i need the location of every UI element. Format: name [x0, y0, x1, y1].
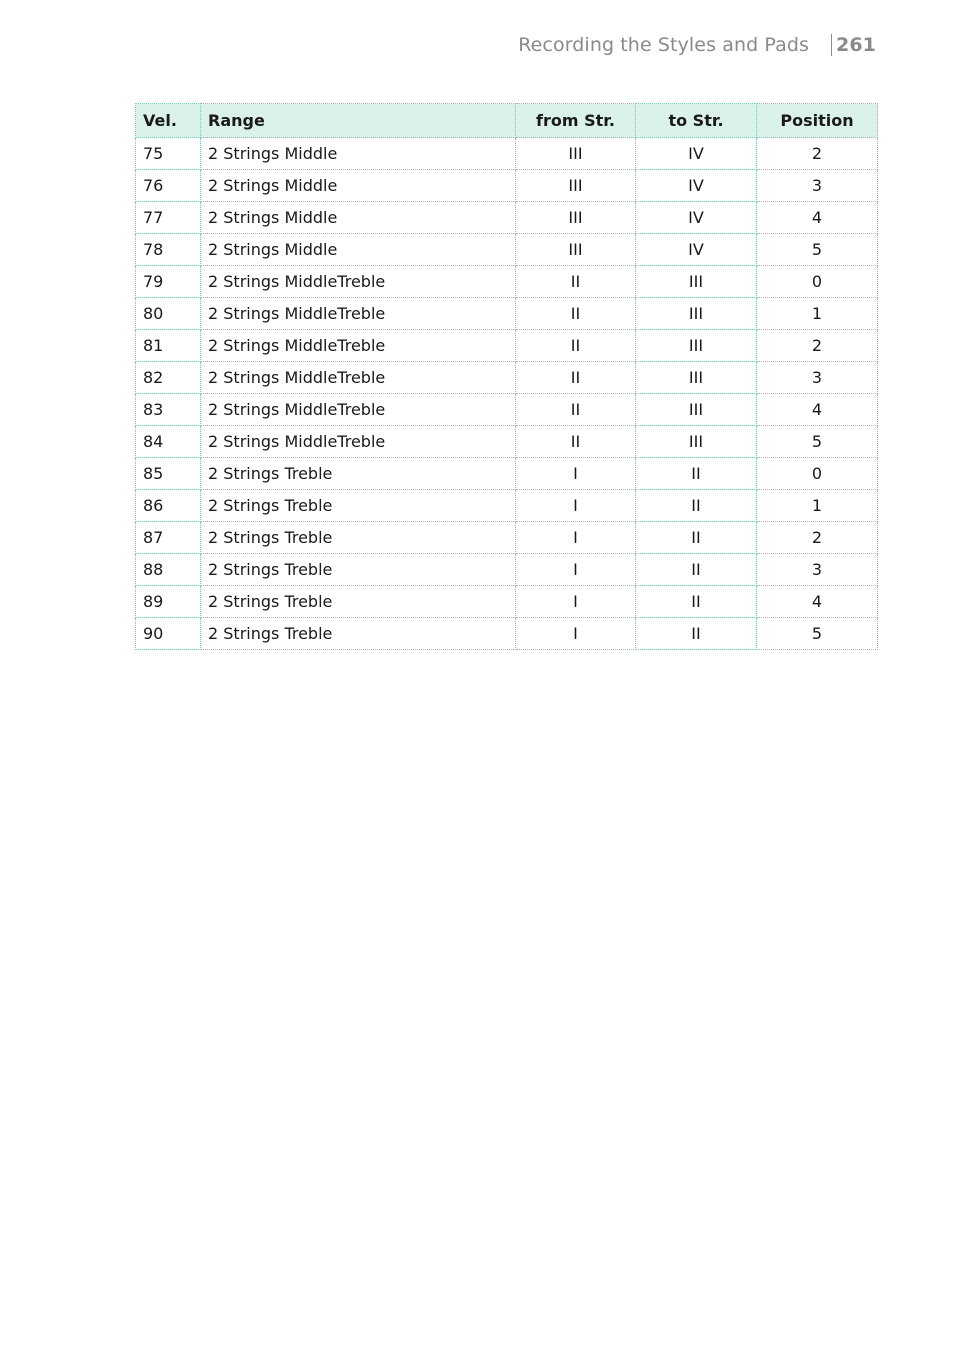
table-row [136, 554, 878, 586]
cell-to-str: II [636, 554, 757, 586]
table-row [136, 202, 878, 234]
cell-from-str: I [516, 586, 636, 618]
cell-from-str: I [516, 618, 636, 650]
cell-from-str: II [516, 426, 636, 458]
cell-from-str: II [516, 266, 636, 298]
column-header-position: Position [757, 104, 878, 138]
table-row [136, 394, 878, 426]
cell-position: 1 [757, 490, 878, 522]
cell-vel: 80 [136, 298, 201, 330]
page-number: 261 [836, 34, 876, 56]
cell-to-str: II [636, 458, 757, 490]
cell-to-str: IV [636, 138, 757, 170]
cell-position: 4 [757, 394, 878, 426]
cell-from-str: I [516, 458, 636, 490]
cell-position: 2 [757, 138, 878, 170]
cell-vel: 77 [136, 202, 201, 234]
chapter-title: Recording the Styles and Pads [518, 34, 810, 56]
cell-vel: 81 [136, 330, 201, 362]
cell-vel: 89 [136, 586, 201, 618]
column-header-range: Range [201, 104, 516, 138]
cell-from-str: I [516, 490, 636, 522]
cell-to-str: IV [636, 202, 757, 234]
cell-to-str: III [636, 426, 757, 458]
column-header-to-str: to Str. [636, 104, 757, 138]
cell-range: 2 Strings Treble [201, 490, 516, 522]
cell-range: 2 Strings Treble [201, 458, 516, 490]
cell-to-str: III [636, 330, 757, 362]
cell-to-str: III [636, 266, 757, 298]
cell-range: 2 Strings Middle [201, 202, 516, 234]
table-row [136, 362, 878, 394]
cell-range: 2 Strings MiddleTreble [201, 330, 516, 362]
cell-to-str: II [636, 522, 757, 554]
table-body [136, 138, 878, 650]
cell-position: 5 [757, 426, 878, 458]
table-row [136, 618, 878, 650]
cell-range: 2 Strings Treble [201, 586, 516, 618]
header-separator [831, 34, 832, 56]
cell-range: 2 Strings Middle [201, 138, 516, 170]
cell-position: 4 [757, 202, 878, 234]
cell-to-str: III [636, 298, 757, 330]
table-row [136, 234, 878, 266]
running-header [518, 31, 876, 59]
cell-position: 0 [757, 266, 878, 298]
cell-position: 2 [757, 330, 878, 362]
table-row [136, 522, 878, 554]
cell-vel: 82 [136, 362, 201, 394]
cell-position: 0 [757, 458, 878, 490]
cell-vel: 86 [136, 490, 201, 522]
table-row [136, 490, 878, 522]
cell-from-str: II [516, 394, 636, 426]
table-row [136, 170, 878, 202]
cell-range: 2 Strings MiddleTreble [201, 394, 516, 426]
cell-position: 3 [757, 362, 878, 394]
table-row [136, 330, 878, 362]
cell-from-str: III [516, 234, 636, 266]
cell-vel: 90 [136, 618, 201, 650]
column-header-vel: Vel. [136, 104, 201, 138]
cell-from-str: III [516, 138, 636, 170]
column-header-from-str: from Str. [516, 104, 636, 138]
cell-position: 2 [757, 522, 878, 554]
cell-position: 3 [757, 170, 878, 202]
table-row [136, 138, 878, 170]
cell-range: 2 Strings Middle [201, 234, 516, 266]
table-row [136, 266, 878, 298]
cell-from-str: II [516, 330, 636, 362]
table-row [136, 426, 878, 458]
cell-vel: 87 [136, 522, 201, 554]
cell-range: 2 Strings MiddleTreble [201, 298, 516, 330]
cell-from-str: III [516, 170, 636, 202]
cell-position: 1 [757, 298, 878, 330]
cell-to-str: III [636, 362, 757, 394]
cell-range: 2 Strings Middle [201, 170, 516, 202]
table-row [136, 458, 878, 490]
table-header-row [136, 104, 878, 138]
cell-range: 2 Strings MiddleTreble [201, 426, 516, 458]
cell-vel: 83 [136, 394, 201, 426]
cell-to-str: II [636, 618, 757, 650]
cell-to-str: IV [636, 170, 757, 202]
cell-from-str: I [516, 522, 636, 554]
cell-vel: 75 [136, 138, 201, 170]
cell-from-str: III [516, 202, 636, 234]
cell-position: 5 [757, 234, 878, 266]
cell-from-str: II [516, 362, 636, 394]
cell-to-str: III [636, 394, 757, 426]
table-row [136, 298, 878, 330]
cell-position: 4 [757, 586, 878, 618]
cell-to-str: II [636, 586, 757, 618]
cell-to-str: II [636, 490, 757, 522]
cell-vel: 76 [136, 170, 201, 202]
cell-range: 2 Strings MiddleTreble [201, 362, 516, 394]
cell-from-str: I [516, 554, 636, 586]
cell-vel: 88 [136, 554, 201, 586]
cell-position: 3 [757, 554, 878, 586]
velocity-range-table [135, 103, 878, 650]
cell-vel: 85 [136, 458, 201, 490]
cell-vel: 79 [136, 266, 201, 298]
cell-vel: 78 [136, 234, 201, 266]
cell-from-str: II [516, 298, 636, 330]
table-header [136, 104, 878, 138]
cell-position: 5 [757, 618, 878, 650]
cell-to-str: IV [636, 234, 757, 266]
cell-range: 2 Strings Treble [201, 554, 516, 586]
cell-range: 2 Strings Treble [201, 522, 516, 554]
cell-range: 2 Strings Treble [201, 618, 516, 650]
cell-vel: 84 [136, 426, 201, 458]
cell-range: 2 Strings MiddleTreble [201, 266, 516, 298]
table-row [136, 586, 878, 618]
